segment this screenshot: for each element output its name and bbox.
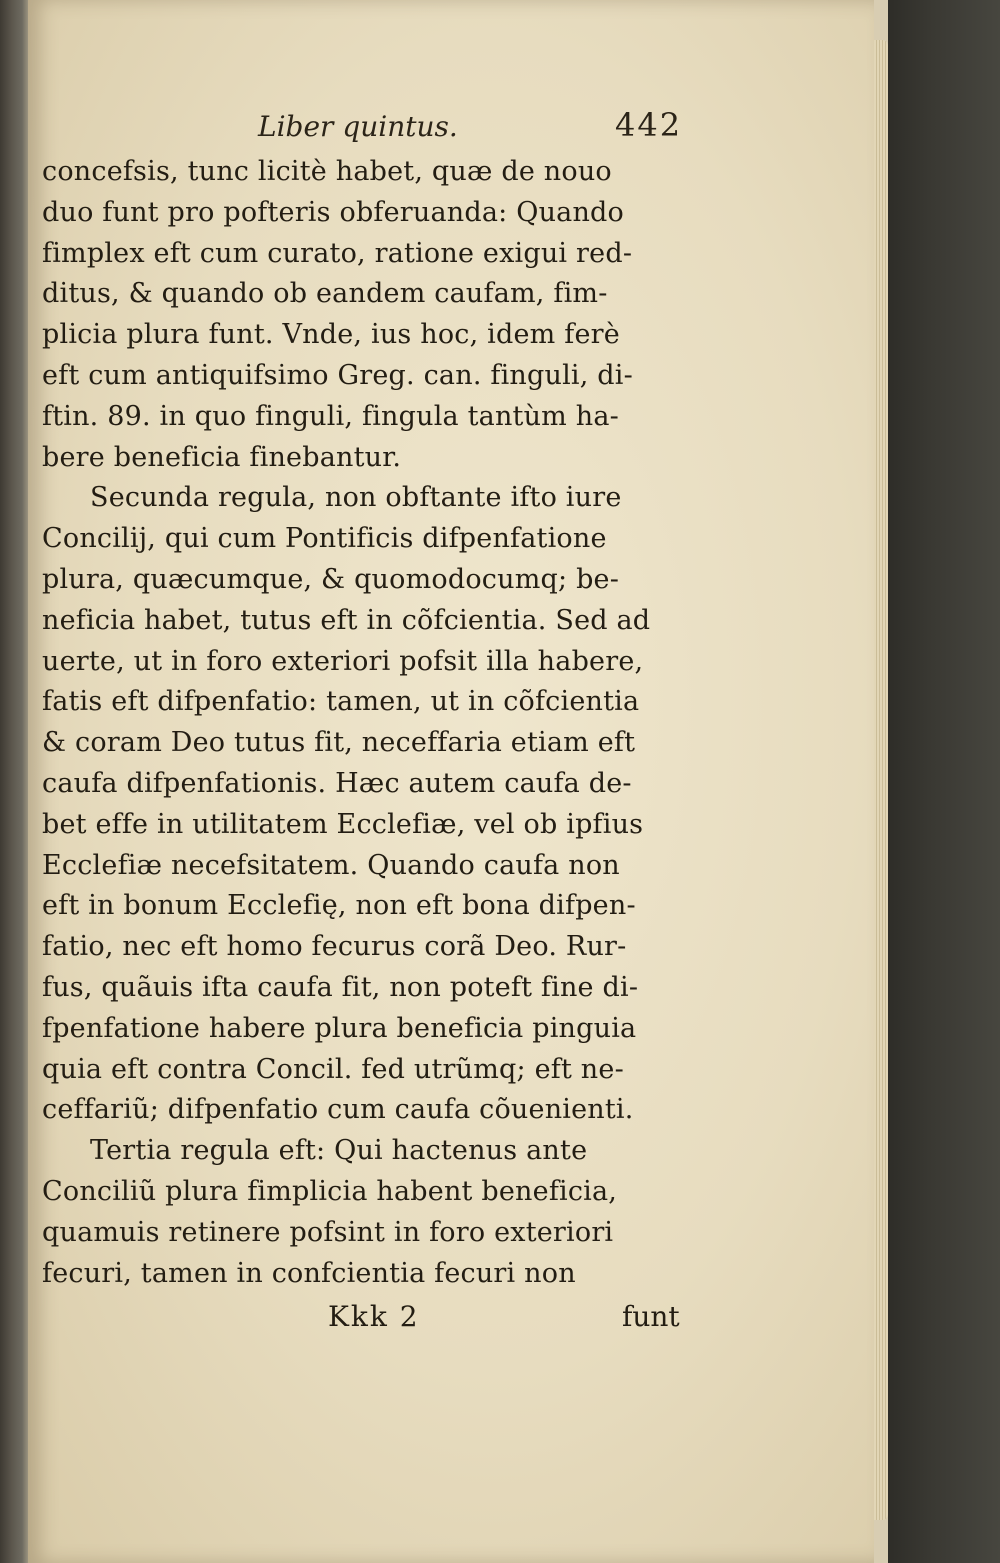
page-number: 442: [615, 106, 683, 144]
text-line: quia eft contra Concil. fed utrũmq; eft ne-: [42, 1053, 624, 1085]
text-line: ditus, & quando ob eandem caufam, fim-: [42, 278, 608, 310]
text-line: fecuri, tamen in confcientia fecuri non: [42, 1257, 576, 1289]
page-footer: [0, 1300, 1000, 1344]
text-line: Concilij, qui cum Pontificis difpenfatione: [42, 523, 607, 555]
text-line: fus, quãuis ifta caufa fit, non poteft fine di-: [42, 971, 639, 1003]
text-line: ceffariũ; difpenfatio cum caufa cõuenienti.: [42, 1094, 634, 1126]
text-line: uerte, ut in foro exteriori pofsit illa habere,: [42, 645, 644, 677]
text-line: caufa difpenfationis. Hæc autem caufa de-: [42, 767, 632, 799]
text-line: Tertia regula eft: Qui hactenus ante: [90, 1135, 588, 1167]
text-line: Ecclefiæ necefsitatem. Quando caufa non: [42, 849, 620, 881]
text-line: fatis eft difpenfatio: tamen, ut in cõfcientia: [42, 686, 640, 718]
page-edges: [874, 40, 888, 1520]
body-text: [42, 152, 702, 1294]
text-line: Secunda regula, non obftante ifto iure: [90, 482, 622, 514]
text-line: quamuis retinere pofsint in foro exteriori: [42, 1216, 614, 1248]
text-line: bere beneficia finebantur.: [42, 441, 402, 473]
page-header: [0, 106, 1000, 150]
text-line: ftin. 89. in quo finguli, fingula tantùm ha-: [42, 400, 619, 432]
text-line: plicia plura funt. Vnde, ius hoc, idem ferè: [42, 319, 620, 351]
running-head: Liber quintus.: [258, 110, 458, 143]
text-line: neficia habet, tutus eft in cõfcientia. Sed ad: [42, 604, 651, 636]
signature-mark: Kkk 2: [328, 1300, 420, 1333]
text-line: fimplex eft cum curato, ratione exigui red-: [42, 237, 633, 269]
text-line: bet effe in utilitatem Ecclefiæ, vel ob ipfius: [42, 808, 644, 840]
text-line: fatio, nec eft homo fecurus corã Deo. Rur-: [42, 931, 627, 963]
text-line: Conciliũ plura fimplicia habent beneficia,: [42, 1175, 618, 1207]
text-line: concefsis, tunc licitè habet, quæ de nouo: [42, 156, 612, 187]
text-line: plura, quæcumque, & quomodocumq; be-: [42, 563, 620, 595]
catchword: funt: [622, 1300, 680, 1333]
text-line: eft in bonum Ecclefię, non eft bona difpen-: [42, 890, 636, 922]
text-line: fpenfatione habere plura beneficia pinguia: [42, 1012, 637, 1044]
text-line: & coram Deo tutus fit, neceffaria etiam eft: [42, 727, 636, 759]
text-line: eft cum antiquifsimo Greg. can. finguli, di-: [42, 359, 633, 391]
text-line: duo funt pro pofteris obferuanda: Quando: [42, 196, 624, 228]
